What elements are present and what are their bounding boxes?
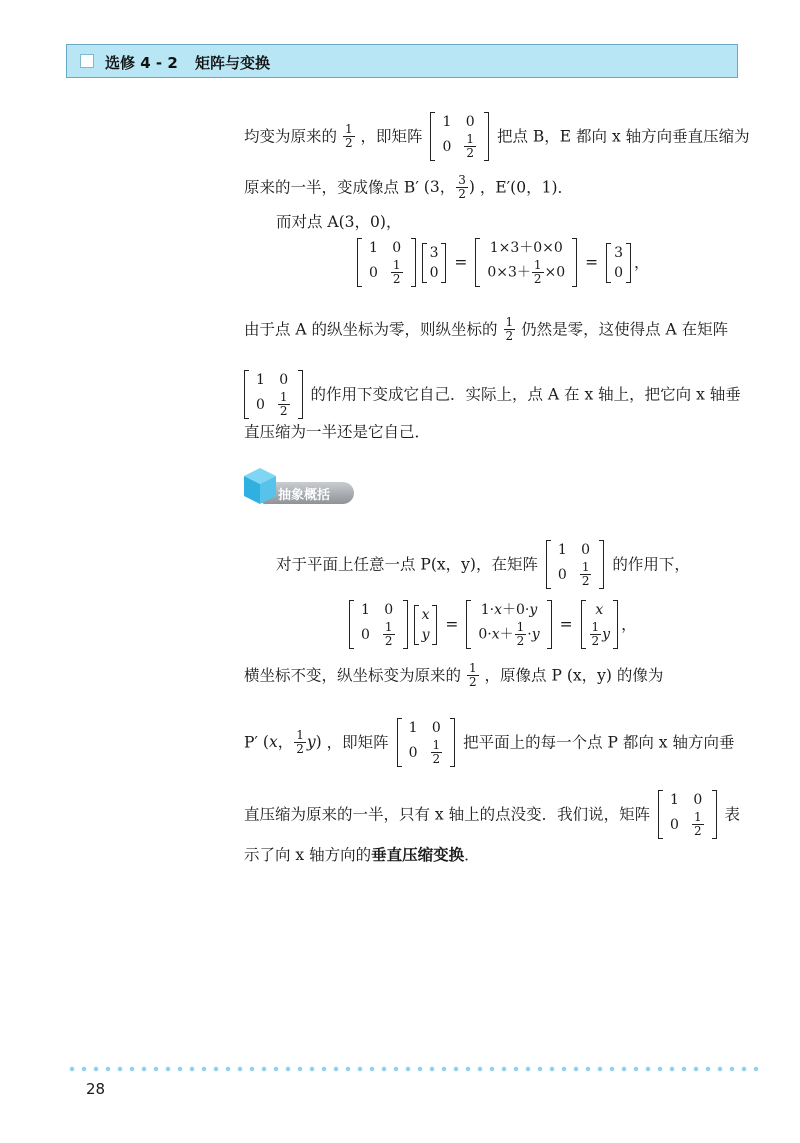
header-section: 选修 4 - 2 <box>105 54 178 72</box>
text-line: 直压缩为原来的一半，只有 x 轴上的点没变．我们说，矩阵 1 0 0 $\frac{1}{2}$ 表 <box>244 792 741 838</box>
text-line: 而对点 A(3，0)， <box>276 213 402 231</box>
cube-icon <box>242 466 278 506</box>
text-line: 均变为原来的 $\frac{1}{2}$ ，即矩阵 1 0 0 $\frac{1}{2}$ 把点 B，E 都向 x 轴方向垂直压缩为 <box>244 114 750 160</box>
key-term: 垂直压缩变换 <box>371 846 465 864</box>
header-title: 矩阵与变换 <box>195 54 271 72</box>
page-number: 28 <box>86 1080 106 1098</box>
equation: 1 0 0 $\frac{1}{2}$ x y = 1·x＋0·y 0·x＋ $\frac{1}{2}$ ·y = x $\frac{1}{2}$ y ， <box>346 600 637 649</box>
fraction: $\frac{1}{2}$ <box>344 122 353 150</box>
abstract-summary-badge: 抽象概括 <box>242 466 354 506</box>
footer-dotted-divider <box>66 1066 766 1072</box>
matrix: 1 0 0 $\frac{1}{2}$ <box>430 112 489 161</box>
text-line: 原来的一半，变成像点 B′ (3， $\frac{3}{2}$ ) ，E′(0，1)． <box>244 173 573 201</box>
header-text <box>105 52 270 73</box>
text-line: 对于平面上任意一点 P(x，y)，在矩阵 1 0 0 $\frac{1}{2}$ 的作用下， <box>276 542 690 588</box>
header-square-icon <box>80 54 94 68</box>
equation: 1 0 0 $\frac{1}{2}$ 3 0 = 1×3＋0×0 0×3＋ $\frac{1}{2}$ ×0 = 3 0 ， <box>354 238 650 287</box>
text-line: 1 0 0 $\frac{1}{2}$ 的作用下变成它自己．实际上，点 A 在 x 轴上，把它向 x 轴垂 <box>244 370 741 419</box>
page-header <box>66 44 738 78</box>
text-line: P′ (x， $\frac{1}{2}$ y) ，即矩阵 1 0 0 $\frac{1}{2}$ 把平面上的每一个点 P 都向 x 轴方向垂 <box>244 720 735 766</box>
text-line: 示了向 x 轴方向的垂直压缩变换． <box>244 846 480 864</box>
text-line: 直压缩为一半还是它自己． <box>244 423 431 441</box>
text-line: 由于点 A 的纵坐标为零，则纵坐标的 $\frac{1}{2}$ 仍然是零，这使得点 A 在矩阵 <box>244 315 729 343</box>
text-line: 横坐标不变，纵坐标变为原来的 $\frac{1}{2}$ ，原像点 P (x，y) 的像为 <box>244 661 664 689</box>
